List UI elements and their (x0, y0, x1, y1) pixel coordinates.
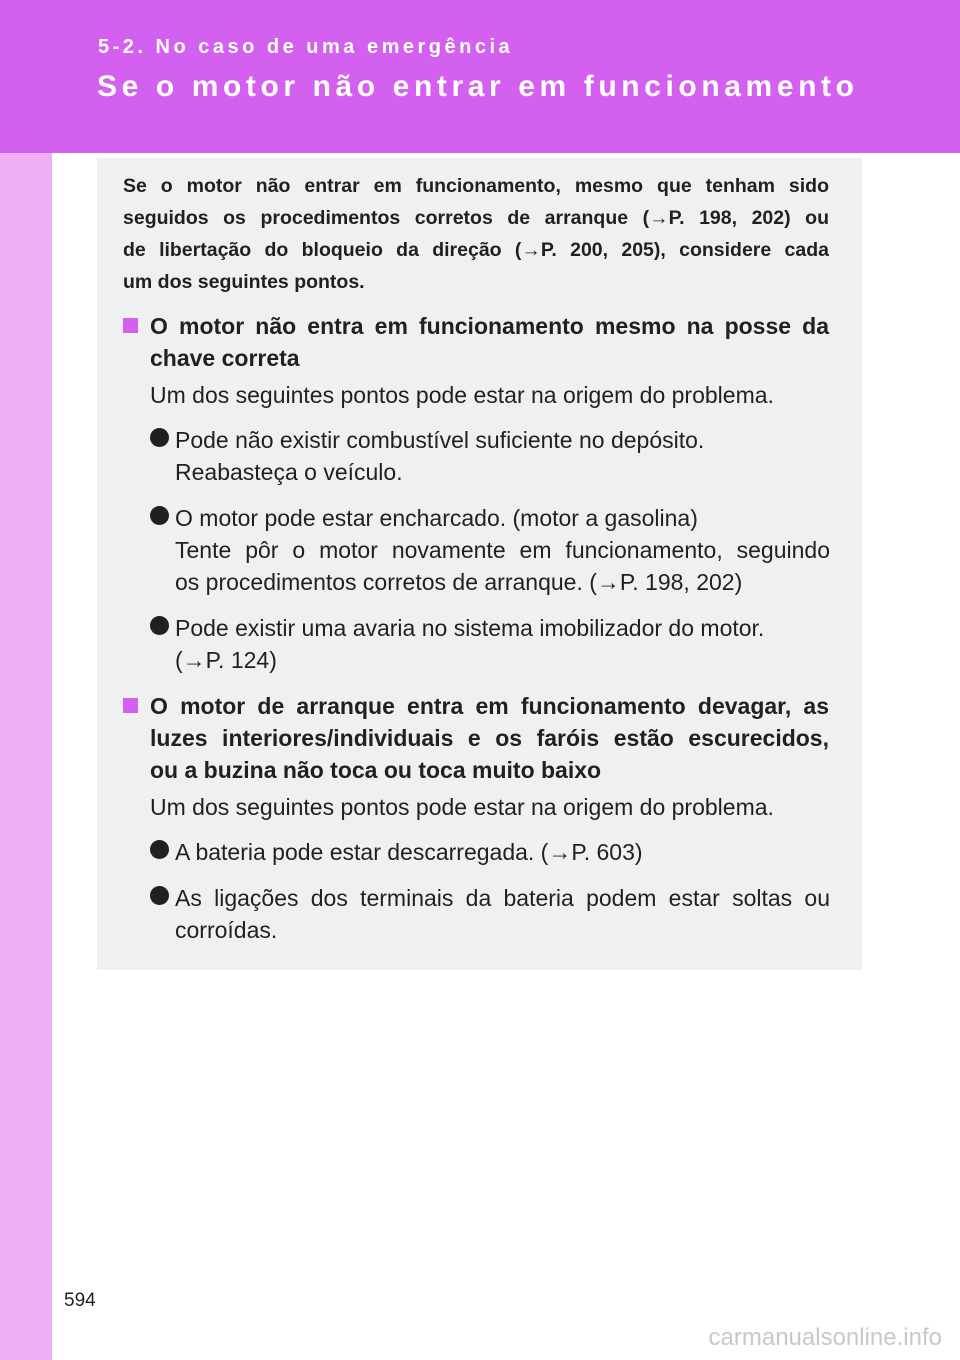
page-title: Se o motor não entrar em funcionamento (97, 70, 859, 103)
bullet-line: Pode não existir combustível suficiente no depósito. (175, 427, 705, 453)
bullet-dot-icon (150, 428, 169, 447)
intro-line: de libertação do bloqueio da direção (→P. 200, 205), considere cada (123, 239, 829, 261)
list-item (150, 836, 830, 868)
bullet-line: As ligações dos terminais da bateria podem estar soltas ou (175, 885, 830, 911)
list-item (150, 424, 830, 488)
bullet-dot-icon (150, 506, 169, 525)
list-item (150, 502, 830, 598)
bullet-line: A bateria pode estar descarregada. (→P. 603) (175, 839, 643, 865)
bullet-line: (→P. 124) (175, 647, 277, 673)
bullet-line: Tente pôr o motor novamente em funcionamento, seguindo (175, 537, 830, 563)
list-item (150, 882, 830, 946)
intro-line: Se o motor não entrar em funcionamento, mesmo que tenham sido (123, 175, 829, 197)
page-number: 594 (64, 1290, 96, 1311)
bullet-line: O motor pode estar encharcado. (motor a gasolina) (175, 505, 698, 531)
intro-line: seguidos os procedimentos corretos de arranque (→P. 198, 202) ou (123, 207, 829, 229)
bullet-dot-icon (150, 886, 169, 905)
heading-line: ou a buzina não toca ou toca muito baixo (150, 757, 602, 783)
heading-line: luzes interiores/individuais e os faróis estão escurecidos, (150, 725, 829, 751)
section-heading (123, 310, 829, 374)
heading-line: O motor de arranque entra em funcionamento devagar, as (150, 693, 829, 719)
square-bullet-icon (123, 318, 138, 333)
section-lead: Um dos seguintes pontos pode estar na origem do problema. (150, 382, 774, 408)
bullet-dot-icon (150, 616, 169, 635)
bullet-dot-icon (150, 840, 169, 859)
heading-line: O motor não entra em funcionamento mesmo na posse da (150, 313, 829, 339)
header-band (0, 0, 960, 153)
side-strip (0, 0, 52, 1360)
watermark: carmanualsonline.info (708, 1324, 942, 1351)
square-bullet-icon (123, 698, 138, 713)
bullet-line: corroídas. (175, 917, 278, 943)
intro-paragraph (123, 170, 829, 298)
heading-line: chave correta (150, 345, 300, 371)
section-lead: Um dos seguintes pontos pode estar na origem do problema. (150, 794, 774, 820)
bullet-line: Pode existir uma avaria no sistema imobilizador do motor. (175, 615, 765, 641)
section-heading (123, 690, 829, 786)
bullet-line: Reabasteça o veículo. (175, 459, 403, 485)
bullet-line: os procedimentos corretos de arranque. (→P. 198, 202) (175, 569, 743, 595)
list-item (150, 612, 830, 676)
section-label: 5-2. No caso de uma emergência (98, 36, 514, 58)
intro-line: um dos seguintes pontos. (123, 271, 365, 293)
